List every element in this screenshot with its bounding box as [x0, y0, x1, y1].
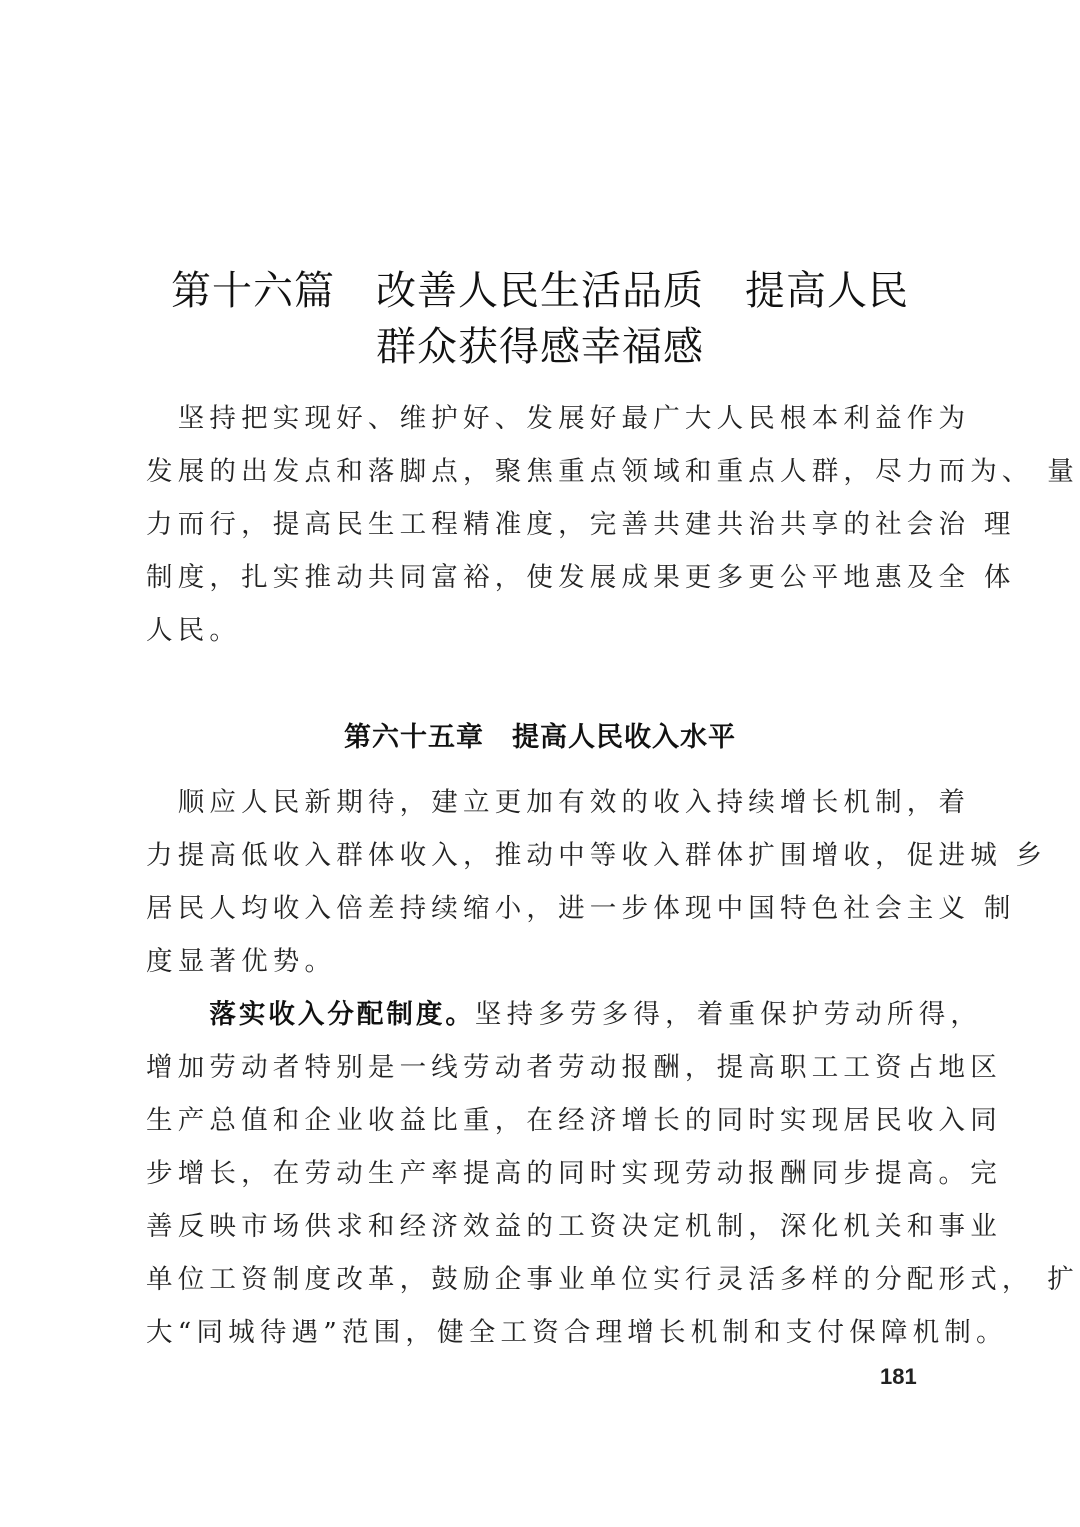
text-line [146, 988, 983, 1041]
section-text: 坚持多劳多得，着重保护劳动所得， [474, 999, 983, 1030]
text-line: 顺应人民新期待，建立更加有效的收入持续增长机制，着 [146, 787, 971, 818]
text-line: 力而行，提高民生工程精准度，完善共建共治共享的社会治 理 [146, 509, 1016, 540]
text-line: 人民。 [146, 615, 242, 646]
part-title [150, 263, 930, 375]
text-line: 力提高低收入群体收入，推动中等收入群体扩围增收，促进城 乡 [146, 840, 1048, 871]
chapter-intro-paragraph [146, 776, 1048, 988]
text-line: 增加劳动者特别是一线劳动者劳动报酬，提高职工工资占地区 [146, 1052, 1002, 1083]
part-title-line-2: 群众获得感幸福感 [376, 323, 704, 370]
text-line: 生产总值和企业收益比重，在经济增长的同时实现居民收入同 [146, 1105, 1002, 1136]
chapter-title: 第六十五章 提高人民收入水平 [344, 722, 736, 754]
part-title-line-1: 第十六篇 改善人民生活品质 提高人民 [171, 267, 909, 314]
page-number: 181 [880, 1364, 917, 1389]
text-line: 大“同城待遇”范围，健全工资合理增长机制和支付保障机制。 [146, 1317, 1008, 1348]
text-line: 发展的出发点和落脚点，聚焦重点领域和重点人群，尽力而为、 量 [146, 456, 1079, 487]
text-line: 单位工资制度改革，鼓励企事业单位实行灵活多样的分配形式， 扩 [146, 1264, 1079, 1295]
section-heading: 落实收入分配制度。 [209, 999, 475, 1030]
part-intro-paragraph [146, 392, 1079, 657]
text-line: 坚持把实现好、维护好、发展好最广大人民根本利益作为 [146, 403, 971, 434]
section-paragraph [146, 988, 1079, 1359]
text-line: 制度，扎实推动共同富裕，使发展成果更多更公平地惠及全 体 [146, 562, 1016, 593]
text-line: 步增长，在劳动生产率提高的同时实现劳动报酬同步提高。完 [146, 1158, 1002, 1189]
text-line: 度显著优势。 [146, 946, 337, 977]
text-line: 居民人均收入倍差持续缩小，进一步体现中国特色社会主义 制 [146, 893, 1016, 924]
text-line: 善反映市场供求和经济效益的工资决定机制，深化机关和事业 [146, 1211, 1002, 1242]
